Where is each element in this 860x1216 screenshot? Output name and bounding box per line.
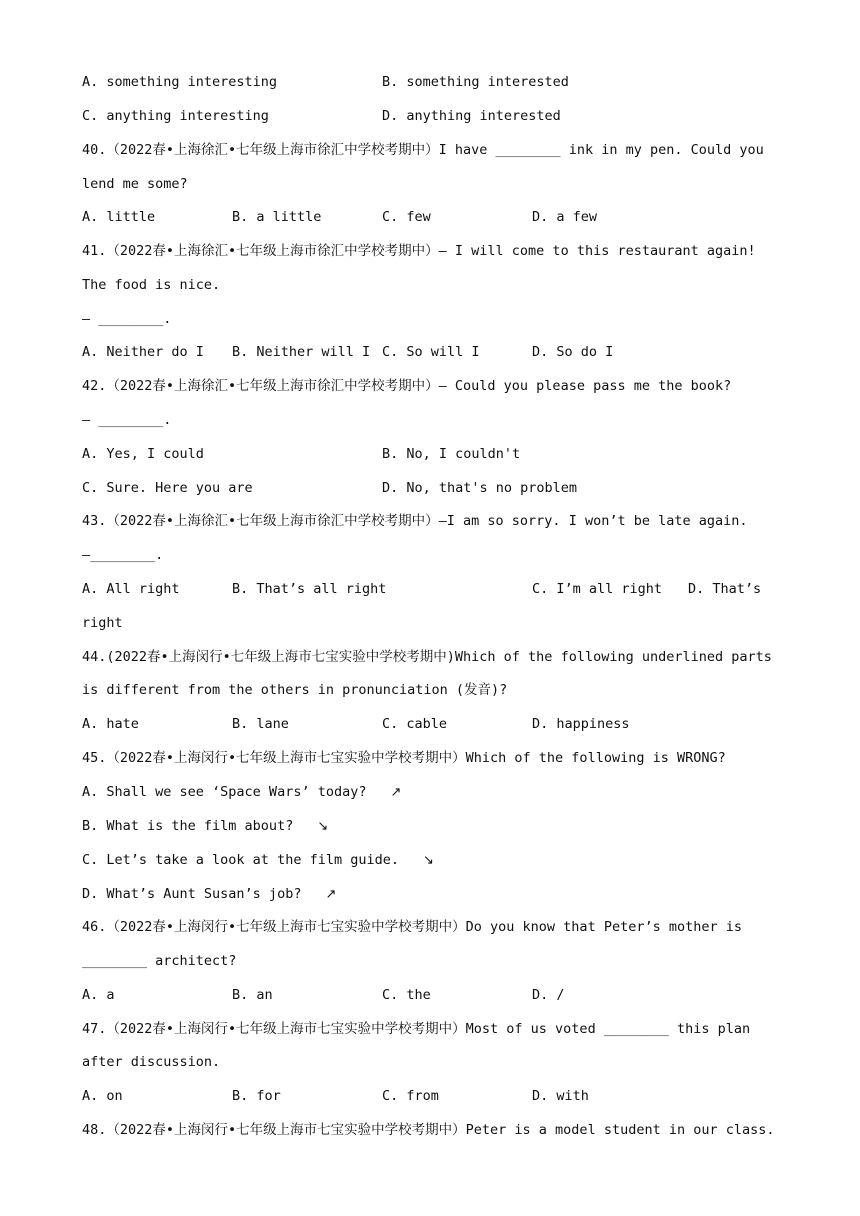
- q44-option-b: B. lane: [232, 716, 289, 732]
- q40-option-d: D. a few: [532, 209, 598, 225]
- q47-stem-line1: 47.（2022春•上海闵行•七年级上海市七宝实验中学校考期中）Most of us voted ________ this plan: [82, 1021, 751, 1037]
- q45-option-c: [82, 851, 434, 870]
- q41-option-d: D. So do I: [532, 344, 614, 360]
- q48-stem-line1: 48.（2022春•上海闵行•七年级上海市七宝实验中学校考期中）Peter is a model student in our class.: [82, 1122, 775, 1138]
- q40-option-a: A. little: [82, 209, 156, 225]
- q45-option-d-text: D. What’s Aunt Susan’s job?: [82, 886, 302, 902]
- intonation-rising-icon: ↗: [325, 887, 337, 902]
- q42-option-b: B. No, I couldn't: [382, 446, 521, 462]
- q44-option-c: C. cable: [382, 716, 448, 732]
- q40-option-b: B. a little: [232, 209, 322, 225]
- intonation-falling-icon: ↘: [317, 819, 329, 834]
- q47-option-d: D. with: [532, 1088, 589, 1104]
- q47-stem-line2: after discussion.: [82, 1054, 221, 1070]
- q40-stem-line2: lend me some?: [82, 176, 188, 192]
- q44-option-a: A. hate: [82, 716, 139, 732]
- q45-option-b-text: B. What is the film about?: [82, 818, 294, 834]
- q45-option-a-text: A. Shall we see ‘Space Wars’ today?: [82, 784, 367, 800]
- q45-stem-line1: 45.（2022春•上海闵行•七年级上海市七宝实验中学校考期中）Which of the following is WRONG?: [82, 750, 726, 766]
- q41-option-c: C. So will I: [382, 344, 480, 360]
- intonation-rising-icon: ↗: [390, 785, 402, 800]
- q46-option-d: D. /: [532, 987, 565, 1003]
- q42-option-a: A. Yes, I could: [82, 446, 204, 462]
- q39-option-d: D. anything interested: [382, 108, 561, 124]
- q41-option-a: A. Neither do I: [82, 344, 204, 360]
- q41-stem-line2: The food is nice.: [82, 277, 221, 293]
- q46-option-a: A. a: [82, 987, 115, 1003]
- q47-option-a: A. on: [82, 1088, 123, 1104]
- q47-option-c: C. from: [382, 1088, 439, 1104]
- q43-option-c: C. I’m all right: [532, 581, 663, 597]
- q44-stem-line2: is different from the others in pronunciation (发音)?: [82, 682, 508, 698]
- q41-stem-line1: 41.（2022春•上海徐汇•七年级上海市徐汇中学校考期中）— I will come to this restaurant again!: [82, 243, 756, 259]
- q41-option-b: B. Neither will I: [232, 344, 371, 360]
- q42-option-d: D. No, that's no problem: [382, 480, 578, 496]
- q44-stem-line1: 44.(2022春•上海闵行•七年级上海市七宝实验中学校考期中)Which of the following underlined parts: [82, 649, 772, 665]
- q43-stem-line2: —________.: [82, 547, 164, 563]
- q40-stem-line1: 40.（2022春•上海徐汇•七年级上海市徐汇中学校考期中）I have ________ ink in my pen. Could you: [82, 142, 764, 158]
- q43-option-d-wrap: right: [82, 615, 123, 631]
- q46-option-b: B. an: [232, 987, 273, 1003]
- q39-option-a: A. something interesting: [82, 74, 278, 90]
- q43-option-a: A. All right: [82, 581, 180, 597]
- q47-option-b: B. for: [232, 1088, 281, 1104]
- q41-stem-line3: — ________.: [82, 311, 172, 327]
- q45-option-b: [82, 817, 328, 836]
- q43-option-d: D. That’s: [688, 581, 762, 597]
- q39-option-b: B. something interested: [382, 74, 569, 90]
- q46-stem-line2: ________ architect?: [82, 953, 237, 969]
- q44-option-d: D. happiness: [532, 716, 630, 732]
- q40-option-c: C. few: [382, 209, 431, 225]
- q45-option-a: [82, 783, 401, 802]
- q42-stem-line2: — ________.: [82, 412, 172, 428]
- q45-option-d: [82, 885, 336, 904]
- q39-option-c: C. anything interesting: [82, 108, 269, 124]
- q43-option-b: B. That’s all right: [232, 581, 387, 597]
- q46-stem-line1: 46.（2022春•上海闵行•七年级上海市七宝实验中学校考期中）Do you know that Peter’s mother is: [82, 919, 742, 935]
- intonation-falling-icon: ↘: [422, 853, 434, 868]
- q42-stem-line1: 42.（2022春•上海徐汇•七年级上海市徐汇中学校考期中）— Could you please pass me the book?: [82, 378, 732, 394]
- q42-option-c: C. Sure. Here you are: [82, 480, 253, 496]
- q46-option-c: C. the: [382, 987, 431, 1003]
- q45-option-c-text: C. Let’s take a look at the film guide.: [82, 852, 399, 868]
- q43-stem-line1: 43.（2022春•上海徐汇•七年级上海市徐汇中学校考期中）—I am so sorry. I won’t be late again.: [82, 513, 748, 529]
